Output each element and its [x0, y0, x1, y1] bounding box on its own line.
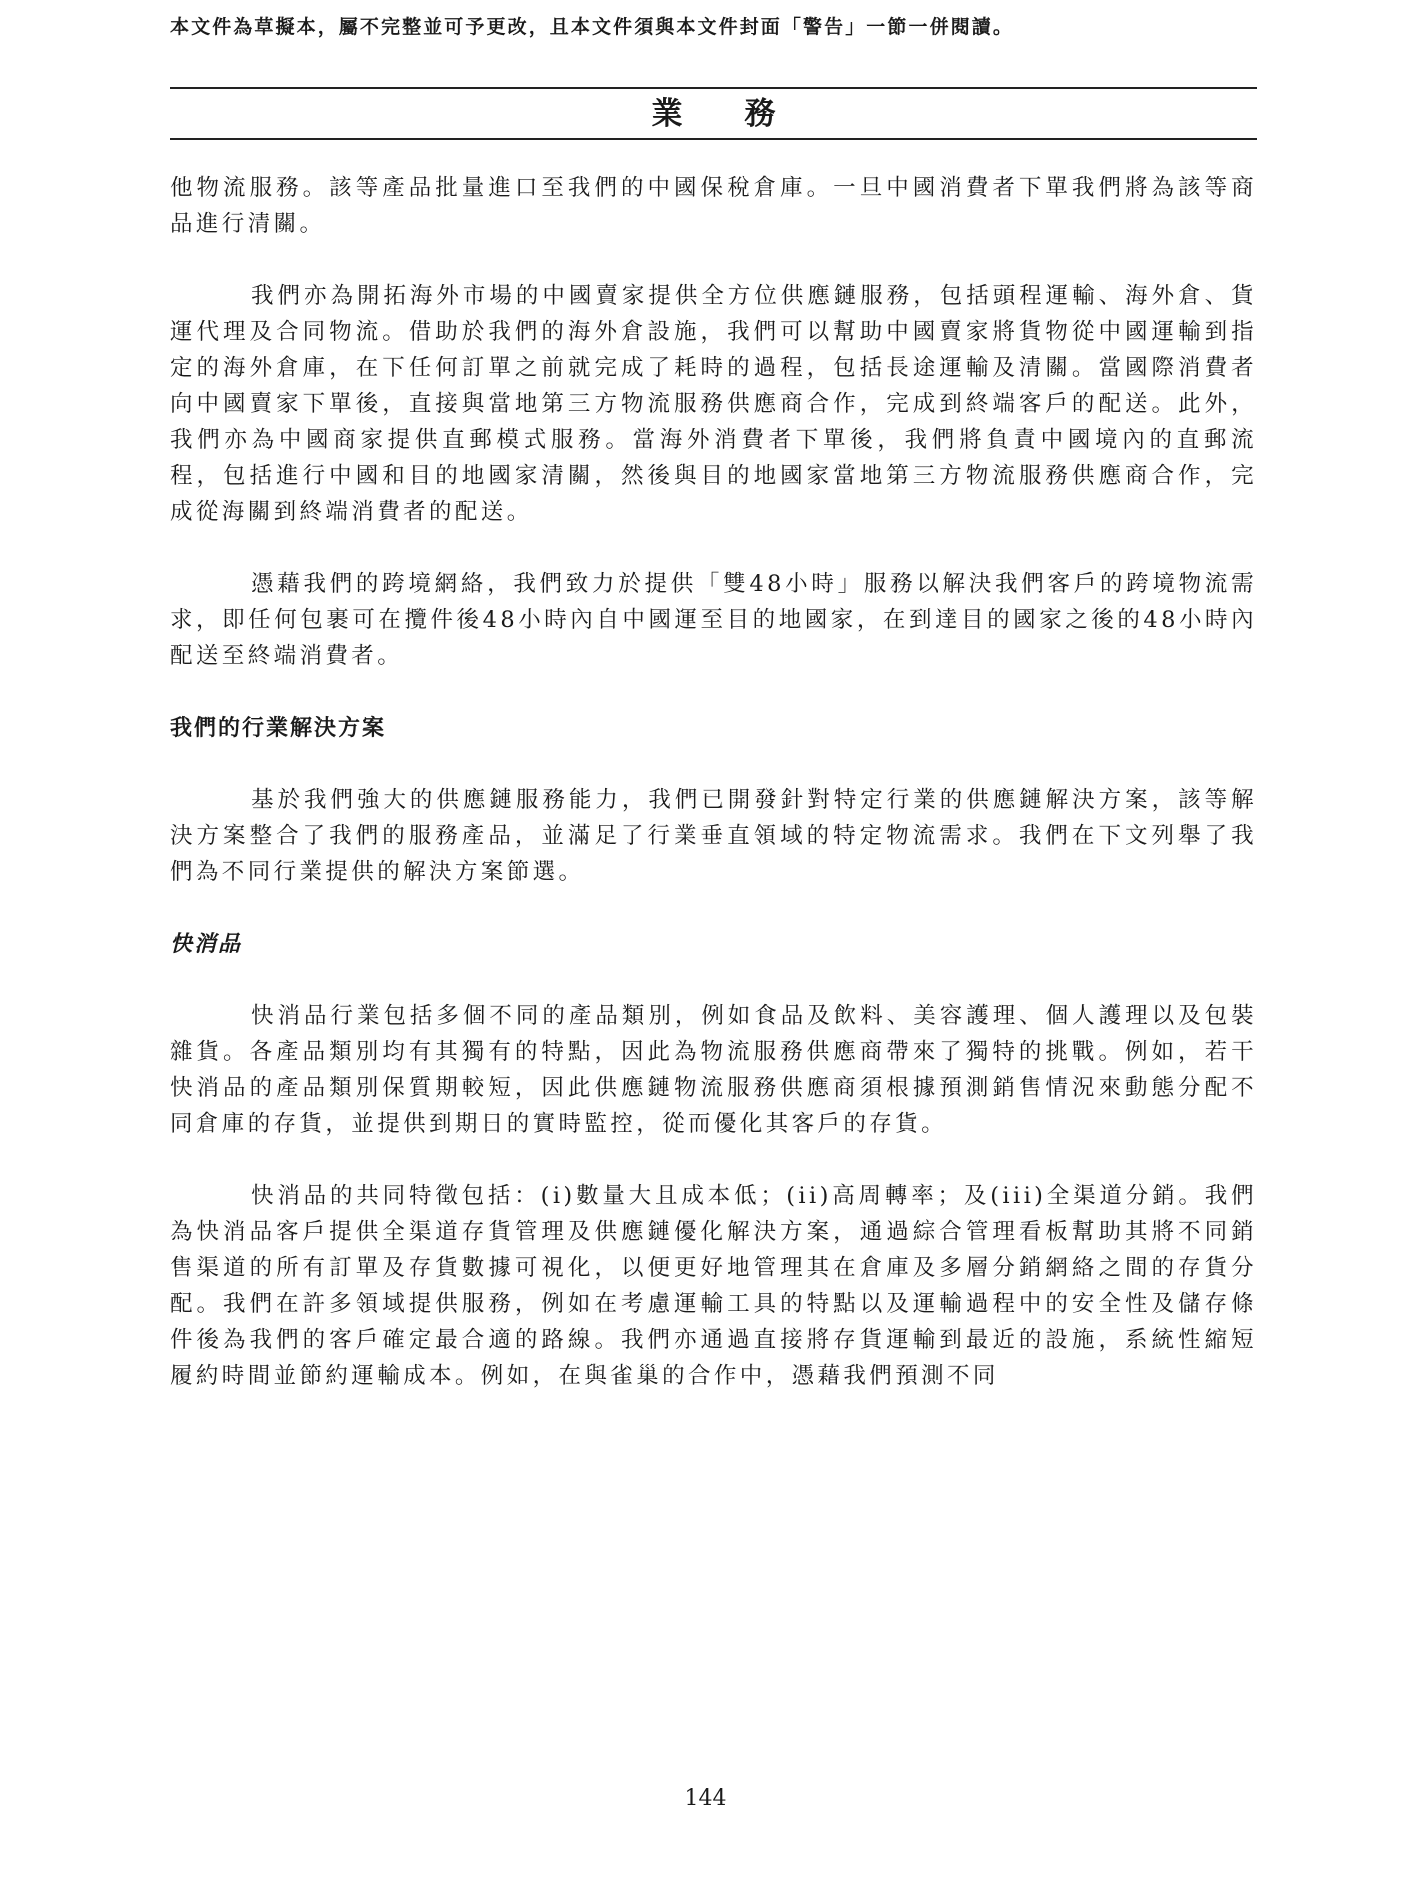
paragraph-continued: 他物流服務。該等產品批量進口至我們的中國保稅倉庫。一旦中國消費者下單我們將為該等商品進行清關。: [170, 175, 1257, 237]
heading-fmcg: 快消品: [170, 931, 243, 957]
paragraph-industry-solutions: 基於我們強大的供應鏈服務能力，我們已開發針對特定行業的供應鏈解決方案，該等解決方案整合了我們的服務產品，並滿足了行業垂直領域的特定物流需求。我們在下文列舉了我們為不同行業提供的解決方案節選。: [170, 787, 1257, 885]
paragraph-double-48-hours: 憑藉我們的跨境網絡，我們致力於提供「雙48小時」服務以解決我們客戶的跨境物流需求，即任何包裹可在攬件後48小時內自中國運至目的地國家，在到達目的國家之後的48小時內配送至終端消費者。: [170, 571, 1257, 669]
draft-disclaimer: 本文件為草擬本，屬不完整並可予更改，且本文件須與本文件封面「警告」一節一併閱讀。: [170, 16, 1015, 38]
document-body: [170, 170, 1257, 1430]
paragraph-fmcg-features: 快消品的共同特徵包括：(i)數量大且成本低；(ii)高周轉率；及(iii)全渠道分銷。我們為快消品客戶提供全渠道存貨管理及供應鏈優化解決方案，通過綜合管理看板幫助其將不同銷售渠道的所有訂單及存貨數據可視化，以便更好地管理其在倉庫及多層分銷網絡之間的存貨分配。我們在許多領域提供服務，例如在考慮運輸工具的特點以及運輸過程中的安全性及儲存條件後為我們的客戶確定最合適的路線。我們亦通過直接將存貨運輸到最近的設施，系統性縮短履約時間並節約運輸成本。例如，在與雀巢的合作中，憑藉我們預測不同: [170, 1183, 1257, 1389]
section-title: 業務: [651, 96, 838, 132]
page-number: 144: [684, 1786, 727, 1811]
paragraph-fmcg-categories: 快消品行業包括多個不同的產品類別，例如食品及飲料、美容護理、個人護理以及包裝雜貨。各產品類別均有其獨有的特點，因此為物流服務供應商帶來了獨特的挑戰。例如，若干快消品的產品類別保質期較短，因此供應鏈物流服務供應商須根據預測銷售情況來動態分配不同倉庫的存貨，並提供到期日的實時監控，從而優化其客戶的存貨。: [170, 1003, 1257, 1137]
header-rule-bottom: [170, 138, 1257, 140]
heading-industry-solutions: 我們的行業解決方案: [170, 715, 387, 741]
header-rule-top: [170, 87, 1257, 89]
paragraph-overseas-supply-chain: 我們亦為開拓海外市場的中國賣家提供全方位供應鏈服務，包括頭程運輸、海外倉、貨運代理及合同物流。借助於我們的海外倉設施，我們可以幫助中國賣家將貨物從中國運輸到指定的海外倉庫，在下任何訂單之前就完成了耗時的過程，包括長途運輸及清關。當國際消費者向中國賣家下單後，直接與當地第三方物流服務供應商合作，完成到終端客戶的配送。此外，我們亦為中國商家提供直郵模式服務。當海外消費者下單後，我們將負責中國境內的直郵流程，包括進行中國和目的地國家清關，然後與目的地國家當地第三方物流服務供應商合作，完成從海關到終端消費者的配送。: [170, 283, 1257, 525]
